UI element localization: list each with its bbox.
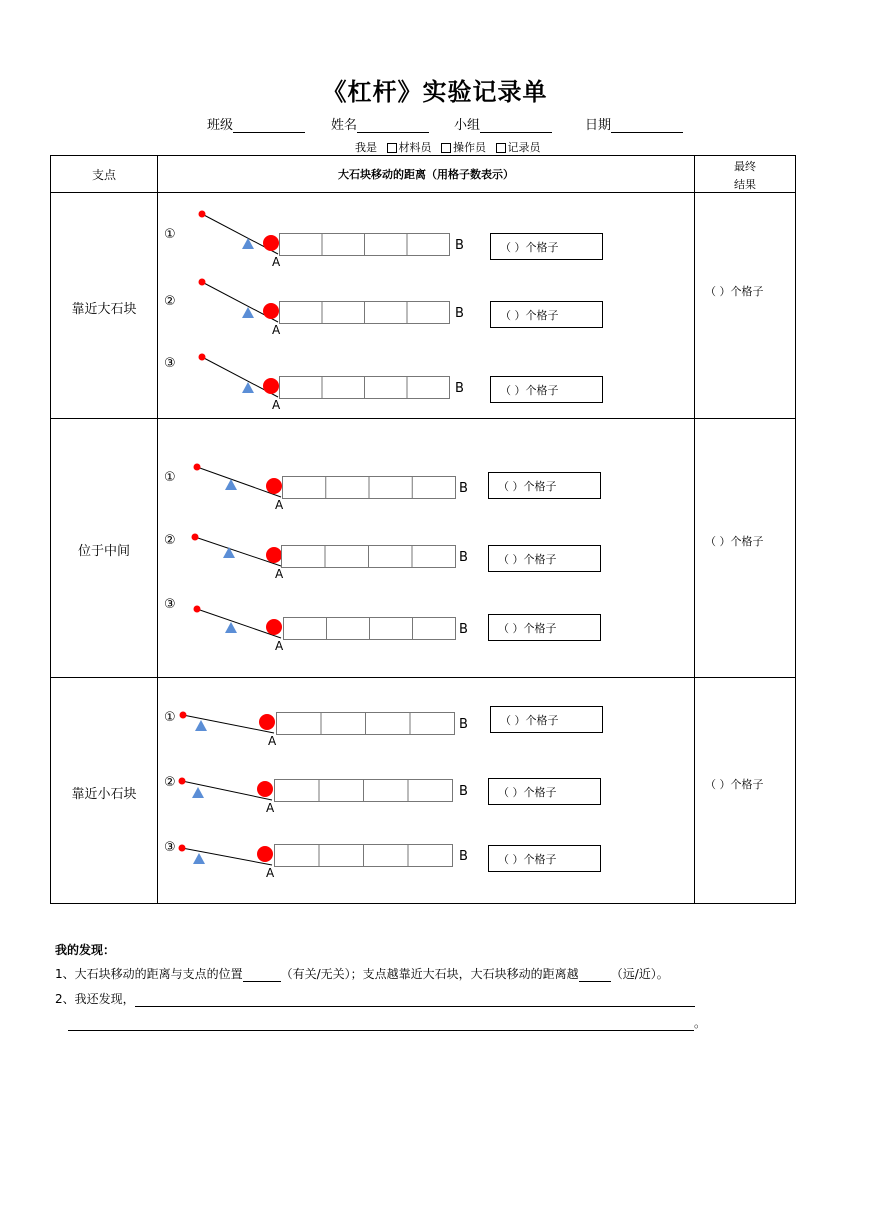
row-label-near-small: 靠近小石块 (71, 787, 137, 802)
answer-text[interactable]: （ ）个格子 (498, 622, 557, 635)
header-distance: 大石块移动的距离（用格子数表示） (338, 168, 514, 181)
point-a-label: A (266, 866, 275, 880)
answer-text[interactable]: （ ）个格子 (500, 384, 559, 397)
group-label: 小组 (454, 118, 481, 133)
point-b-label: B (455, 238, 464, 253)
point-a-label: A (275, 498, 284, 512)
point-b-label: B (455, 306, 464, 321)
finding2-blank-2[interactable] (68, 1017, 694, 1031)
small-stone (179, 845, 186, 852)
finding2-blank-1[interactable] (135, 993, 695, 1007)
small-stone (199, 354, 206, 361)
trial-number: ② (164, 775, 176, 790)
point-a-label: A (268, 734, 277, 748)
fulcrum-triangle (195, 720, 207, 731)
role-label-3: 记录员 (507, 141, 541, 154)
header-result-2: 结果 (734, 178, 756, 191)
trial-number: ① (164, 470, 176, 485)
role-label-1: 材料员 (398, 141, 432, 154)
big-stone (259, 714, 275, 730)
header-result-1: 最终 (734, 160, 756, 173)
answer-text[interactable]: （ ）个格子 (500, 241, 559, 254)
big-stone (257, 846, 273, 862)
finding1-part-a: 1、大石块移动的距离与支点的位置 (55, 967, 243, 981)
fulcrum-triangle (242, 238, 254, 249)
small-stone (194, 606, 201, 613)
small-stone (199, 211, 206, 218)
point-b-label: B (455, 381, 464, 396)
big-stone (266, 547, 282, 563)
findings-line-3 (68, 1014, 706, 1031)
fulcrum-triangle (192, 787, 204, 798)
date-label: 日期 (585, 118, 612, 133)
big-stone (263, 235, 279, 251)
small-stone (179, 778, 186, 785)
small-stone (199, 279, 206, 286)
finding1-blank-a[interactable] (243, 968, 281, 982)
answer-text[interactable]: （ ）个格子 (500, 309, 559, 322)
answer-text[interactable]: （ ）个格子 (498, 480, 557, 493)
fulcrum-triangle (225, 622, 237, 633)
small-stone (180, 712, 187, 719)
row-label-near-big: 靠近大石块 (71, 302, 137, 317)
point-b-label: B (459, 481, 468, 496)
point-b-label: B (459, 622, 468, 637)
trial-number: ② (164, 533, 176, 548)
big-stone (263, 303, 279, 319)
finding1-part-b: （有关/无关）；支点越靠近大石块，大石块移动的距离越 (280, 967, 579, 981)
point-a-label: A (272, 398, 281, 412)
point-a-label: A (275, 639, 284, 653)
fulcrum-triangle (193, 853, 205, 864)
trial-number: ③ (164, 597, 176, 612)
answer-text[interactable]: （ ）个格子 (498, 786, 557, 799)
fulcrum-triangle (223, 547, 235, 558)
final-result-near-big[interactable]: （ ）个格子 (705, 285, 764, 298)
findings-line-2 (55, 990, 695, 1007)
big-stone (266, 619, 282, 635)
answer-text[interactable]: （ ）个格子 (500, 714, 559, 727)
findings-heading: 我的发现： (55, 943, 116, 957)
final-result-near-small[interactable]: （ ）个格子 (705, 778, 764, 791)
big-stone (257, 781, 273, 797)
final-result-middle[interactable]: （ ）个格子 (705, 535, 764, 548)
big-stone (263, 378, 279, 394)
row-label-middle: 位于中间 (77, 544, 130, 559)
answer-text[interactable]: （ ）个格子 (498, 553, 557, 566)
page-title: 《杠杆》实验记录单 (322, 77, 548, 106)
point-b-label: B (459, 717, 468, 732)
point-b-label: B (459, 784, 468, 799)
trial-number: ② (164, 294, 176, 309)
point-a-label: A (266, 801, 275, 815)
point-b-label: B (459, 550, 468, 565)
big-stone (266, 478, 282, 494)
point-a-label: A (275, 567, 284, 581)
findings-end: 。 (694, 1016, 707, 1030)
trial-number: ③ (164, 356, 176, 371)
findings-line-1 (55, 965, 669, 982)
trial-number: ① (164, 710, 176, 725)
finding1-part-c: （远/近）。 (610, 967, 669, 981)
trial-number: ③ (164, 840, 176, 855)
answer-text[interactable]: （ ）个格子 (498, 853, 557, 866)
finding1-blank-b[interactable] (579, 968, 611, 982)
finding2-label: 2、我还发现， (55, 992, 135, 1006)
role-prefix: 我是 (355, 141, 377, 154)
header-fulcrum: 支点 (91, 168, 116, 182)
point-a-label: A (272, 255, 281, 269)
trial-number: ① (164, 227, 176, 242)
point-a-label: A (272, 323, 281, 337)
class-label: 班级 (207, 118, 234, 133)
small-stone (192, 534, 199, 541)
point-b-label: B (459, 849, 468, 864)
name-label: 姓名 (331, 118, 358, 133)
small-stone (194, 464, 201, 471)
role-label-2: 操作员 (453, 141, 486, 154)
